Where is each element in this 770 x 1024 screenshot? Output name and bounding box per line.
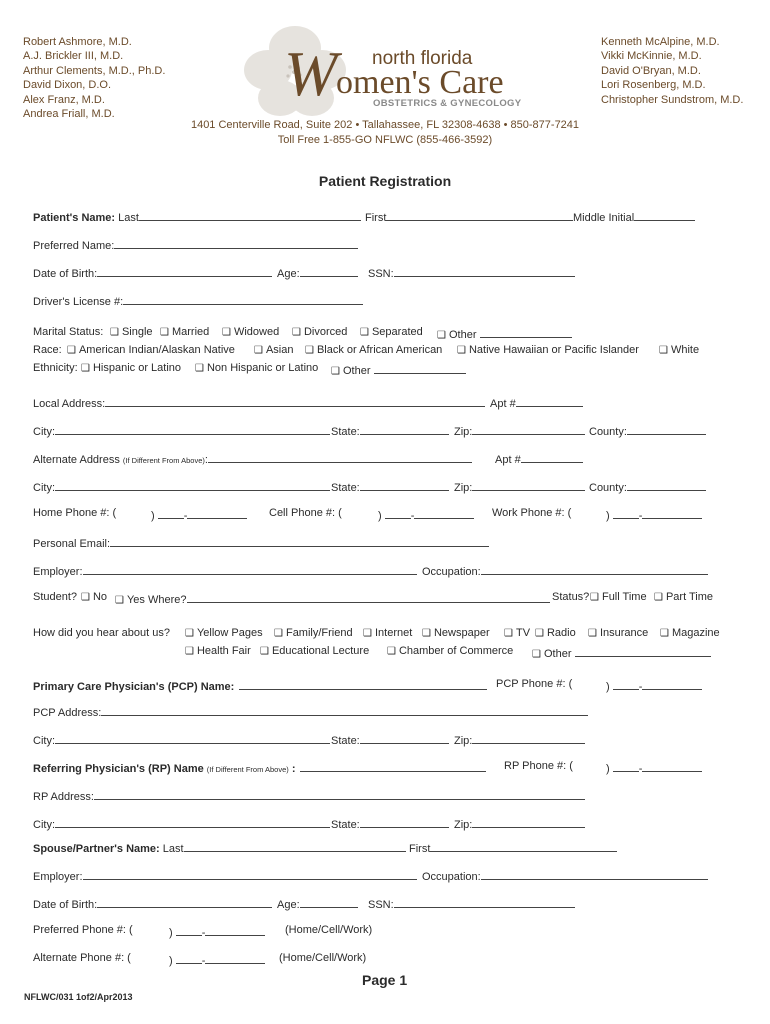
checkbox-icon[interactable]: ❑: [654, 592, 663, 603]
state-field[interactable]: [360, 479, 449, 491]
pcp-name-label: Primary Care Physician's (PCP) Name:: [33, 681, 235, 693]
drivers-license-field[interactable]: [123, 293, 363, 305]
race-label: Race:: [33, 344, 62, 356]
checkbox-icon[interactable]: ❑: [363, 628, 372, 639]
apt-label: Apt #: [495, 454, 521, 466]
checkbox-icon[interactable]: ❑: [504, 628, 513, 639]
checkbox-icon[interactable]: ❑: [260, 646, 269, 657]
employer-field[interactable]: [83, 868, 417, 880]
logo-subtitle: OBSTETRICS & GYNECOLOGY: [373, 98, 522, 109]
rp-name-label: Referring Physician's (RP) Name: [33, 763, 204, 775]
preferred-phone-line-field[interactable]: [205, 924, 265, 936]
preferred-name-label: Preferred Name:: [33, 240, 115, 252]
race-option[interactable]: ❑ White: [659, 344, 700, 356]
home-phone-prefix-field[interactable]: [158, 507, 184, 519]
age-label: Age:: [277, 268, 300, 280]
county-label: County:: [589, 426, 627, 438]
alternate-address-field[interactable]: [208, 451, 472, 463]
marital-option[interactable]: ❑ Widowed: [222, 326, 280, 338]
ssn-label: SSN:: [368, 899, 394, 911]
zip-label: Zip:: [454, 735, 473, 747]
occupation-field[interactable]: [481, 563, 708, 575]
marital-option[interactable]: ❑ Divorced: [292, 326, 348, 338]
checkbox-icon[interactable]: ❑: [222, 327, 231, 338]
rp-phone-prefix-field[interactable]: [613, 760, 639, 772]
checkbox-icon[interactable]: ❑: [254, 345, 263, 356]
state-label: State:: [331, 482, 360, 494]
apt-field[interactable]: [521, 451, 583, 463]
logo-big-w: W: [284, 38, 338, 109]
full-time-option[interactable]: ❑ Full Time: [590, 591, 647, 603]
city-field[interactable]: [55, 816, 330, 828]
state-label: State:: [331, 735, 360, 747]
student-where-field[interactable]: [187, 591, 550, 603]
clinic-address: 1401 Centerville Road, Suite 202 • Tallahassee, FL 32308-4638 • 850-877-7241: [190, 119, 580, 131]
state-field[interactable]: [360, 423, 449, 435]
marital-option[interactable]: ❑ Separated: [360, 326, 423, 338]
last-label: Last: [118, 212, 139, 224]
dob-label: Date of Birth:: [33, 268, 98, 280]
heard-option[interactable]: ❑ Magazine: [660, 627, 720, 639]
part-time-option[interactable]: ❑ Part Time: [654, 591, 714, 603]
work-phone-label: Work Phone #: (: [492, 507, 572, 519]
marital-option[interactable]: ❑ Single: [110, 326, 153, 338]
occupation-label: Occupation:: [422, 566, 481, 578]
heard-option[interactable]: ❑ Health Fair: [185, 645, 251, 657]
ssn-label: SSN:: [368, 268, 394, 280]
pcp-phone-line-field[interactable]: [642, 678, 702, 690]
student-no-option[interactable]: ❑ No: [81, 591, 108, 603]
checkbox-icon[interactable]: ❑: [360, 327, 369, 338]
checkbox-icon[interactable]: ❑: [195, 363, 204, 374]
checkbox-icon[interactable]: ❑: [67, 345, 76, 356]
heard-option[interactable]: ❑ Insurance: [588, 627, 649, 639]
alternate-phone-prefix-field[interactable]: [176, 952, 202, 964]
first-label: First: [365, 212, 387, 224]
city-field[interactable]: [55, 732, 330, 744]
heard-option[interactable]: ❑ TV: [504, 627, 531, 639]
heard-option[interactable]: ❑ Other: [532, 645, 711, 660]
occupation-label: Occupation:: [422, 871, 481, 883]
checkbox-icon[interactable]: ❑: [160, 327, 169, 338]
alternate-phone-line-field[interactable]: [205, 952, 265, 964]
student-yes-option[interactable]: ❑ Yes Where?: [115, 591, 550, 606]
rp-name-field[interactable]: [300, 760, 486, 772]
how-heard-label: How did you hear about us?: [33, 627, 170, 639]
marital-option[interactable]: ❑ Married: [160, 326, 210, 338]
checkbox-icon[interactable]: ❑: [437, 330, 446, 341]
age-field[interactable]: [300, 265, 358, 277]
first-label: First: [409, 843, 431, 855]
checkbox-icon[interactable]: ❑: [457, 345, 466, 356]
rp-phone-line-field[interactable]: [642, 760, 702, 772]
phone-type-note: (Home/Cell/Work): [285, 924, 373, 936]
last-name-field[interactable]: [139, 209, 361, 221]
email-field[interactable]: [110, 535, 489, 547]
doctor-name: David Dixon, D.O.: [23, 79, 112, 92]
checkbox-icon[interactable]: ❑: [115, 595, 124, 606]
patient-name-label: Patient's Name:: [33, 212, 116, 224]
checkbox-icon[interactable]: ❑: [331, 366, 340, 377]
work-phone-prefix-field[interactable]: [613, 507, 639, 519]
apt-label: Apt #: [490, 398, 516, 410]
first-name-field[interactable]: [386, 209, 573, 221]
county-field[interactable]: [627, 479, 706, 491]
doctor-name: Kenneth McAlpine, M.D.: [601, 36, 720, 48]
dob-field[interactable]: [97, 265, 272, 277]
race-option[interactable]: ❑ Native Hawaiian or Pacific Islander: [457, 344, 639, 356]
middle-initial-label: Middle Initial: [573, 212, 635, 224]
race-option[interactable]: ❑ Asian: [254, 344, 294, 356]
if-different-note: (If Different From Above): [122, 456, 205, 465]
checkbox-icon[interactable]: ❑: [274, 628, 283, 639]
doctor-name: Arthur Clements, M.D., Ph.D.: [23, 64, 166, 77]
checkbox-icon[interactable]: ❑: [532, 649, 541, 660]
state-field[interactable]: [360, 816, 449, 828]
heard-option[interactable]: ❑ Educational Lecture: [260, 645, 370, 657]
spouse-first-field[interactable]: [430, 840, 617, 852]
county-label: County:: [589, 482, 627, 494]
marital-label: Marital Status:: [33, 326, 104, 338]
if-different-note: (If Different From Above): [206, 765, 289, 774]
ethnicity-other-field[interactable]: [374, 362, 466, 374]
ethnicity-option[interactable]: ❑ Other: [331, 362, 466, 377]
state-field[interactable]: [360, 732, 449, 744]
city-field[interactable]: [55, 479, 330, 491]
doctor-name: David O'Bryan, M.D.: [601, 64, 701, 77]
marital-option[interactable]: ❑ Other: [437, 326, 572, 341]
marital-other-field[interactable]: [480, 326, 572, 338]
zip-field[interactable]: [472, 423, 585, 435]
rp-address-field[interactable]: [94, 788, 585, 800]
state-label: State:: [331, 819, 360, 831]
pcp-phone-prefix-field[interactable]: [613, 678, 639, 690]
form-id: NFLWC/031 1of2/Apr2013: [24, 992, 133, 1002]
city-label: City:: [33, 735, 55, 747]
zip-field[interactable]: [472, 479, 585, 491]
home-phone-label: Home Phone #: (: [33, 507, 117, 519]
age-field[interactable]: [300, 896, 358, 908]
middle-initial-field[interactable]: [634, 209, 695, 221]
clinic-logo: [240, 20, 540, 120]
employer-label: Employer:: [33, 871, 83, 883]
doctor-name: Andrea Friall, M.D.: [23, 108, 115, 121]
race-option[interactable]: ❑ Black or African American: [305, 344, 443, 356]
heard-option[interactable]: ❑ Yellow Pages: [185, 627, 263, 639]
ssn-field[interactable]: [394, 896, 575, 908]
checkbox-icon[interactable]: ❑: [590, 592, 599, 603]
page-number: Page 1: [362, 972, 408, 988]
preferred-phone-prefix-field[interactable]: [176, 924, 202, 936]
heard-option[interactable]: ❑ Family/Friend: [274, 627, 353, 639]
doctor-name: Christopher Sundstrom, M.D.: [601, 93, 744, 106]
phone-type-note: (Home/Cell/Work): [279, 952, 367, 964]
heard-option[interactable]: ❑ Chamber of Commerce: [387, 645, 514, 657]
zip-field[interactable]: [472, 732, 585, 744]
right-doctor-list: [601, 35, 743, 107]
city-label: City:: [33, 819, 55, 831]
doctor-name: Lori Rosenberg, M.D.: [601, 79, 706, 92]
checkbox-icon[interactable]: ❑: [422, 628, 431, 639]
pcp-name-field[interactable]: [239, 678, 487, 690]
age-label: Age:: [277, 899, 300, 911]
cell-phone-line-field[interactable]: [414, 507, 474, 519]
drivers-license-label: Driver's License #:: [33, 296, 124, 308]
work-phone-line-field[interactable]: [642, 507, 702, 519]
heard-option[interactable]: ❑ Radio: [535, 627, 576, 639]
cell-phone-label: Cell Phone #: (: [269, 507, 342, 519]
zip-label: Zip:: [454, 482, 473, 494]
heard-option[interactable]: ❑ Newspaper: [422, 627, 490, 639]
alternate-address-label: Alternate Address: [33, 454, 120, 466]
doctor-name: Vikki McKinnie, M.D.: [601, 50, 702, 63]
doctor-name: A.J. Brickler III, M.D.: [23, 50, 124, 63]
checkbox-icon[interactable]: ❑: [659, 345, 668, 356]
rp-phone-label: RP Phone #: (: [504, 760, 573, 772]
checkbox-icon[interactable]: ❑: [660, 628, 669, 639]
logo-big-text: omen's Care: [336, 64, 504, 101]
ethnicity-option[interactable]: ❑ Non Hispanic or Latino: [195, 362, 319, 374]
left-doctor-list: [23, 35, 165, 121]
last-label: Last: [162, 843, 184, 855]
ethnicity-label: Ethnicity:: [33, 362, 78, 374]
employer-field[interactable]: [83, 563, 417, 575]
rp-address-label: RP Address:: [33, 791, 94, 803]
checkbox-icon[interactable]: ❑: [535, 628, 544, 639]
home-phone-line-field[interactable]: [187, 507, 247, 519]
checkbox-icon[interactable]: ❑: [305, 345, 314, 356]
heard-other-field[interactable]: [575, 645, 711, 657]
status-label: Status?: [552, 591, 590, 603]
employer-label: Employer:: [33, 566, 83, 578]
apt-field[interactable]: [516, 395, 583, 407]
clinic-phone: Toll Free 1-855-GO NFLWC (855-466-3592): [277, 134, 493, 146]
race-option[interactable]: ❑ American Indian/Alaskan Native: [67, 344, 235, 356]
preferred-name-field[interactable]: [114, 237, 358, 249]
spouse-last-field[interactable]: [184, 840, 406, 852]
county-field[interactable]: [627, 423, 706, 435]
zip-label: Zip:: [454, 819, 473, 831]
preferred-phone-label: Preferred Phone #: (: [33, 924, 133, 936]
checkbox-icon[interactable]: ❑: [81, 592, 90, 603]
local-address-field[interactable]: [105, 395, 485, 407]
pcp-address-field[interactable]: [101, 704, 588, 716]
form-title: Patient Registration: [318, 173, 452, 189]
pcp-phone-label: PCP Phone #: (: [496, 678, 573, 690]
dob-label: Date of Birth:: [33, 899, 98, 911]
city-label: City:: [33, 482, 55, 494]
checkbox-icon[interactable]: ❑: [292, 327, 301, 338]
ssn-field[interactable]: [394, 265, 575, 277]
checkbox-icon[interactable]: ❑: [81, 363, 90, 374]
city-label: City:: [33, 426, 55, 438]
dob-field[interactable]: [97, 896, 272, 908]
zip-label: Zip:: [454, 426, 473, 438]
zip-field[interactable]: [472, 816, 585, 828]
checkbox-icon[interactable]: ❑: [387, 646, 396, 657]
checkbox-icon[interactable]: ❑: [185, 646, 194, 657]
doctor-name: Alex Franz, M.D.: [23, 93, 105, 106]
logo-small-text: north florida: [372, 48, 473, 69]
email-label: Personal Email:: [33, 538, 111, 550]
pcp-address-label: PCP Address:: [33, 707, 102, 719]
heard-option[interactable]: ❑ Internet: [363, 627, 413, 639]
city-field[interactable]: [55, 423, 330, 435]
cell-phone-prefix-field[interactable]: [385, 507, 411, 519]
student-label: Student?: [33, 591, 78, 603]
checkbox-icon[interactable]: ❑: [588, 628, 597, 639]
doctor-name: Robert Ashmore, M.D.: [23, 36, 132, 48]
occupation-field[interactable]: [481, 868, 708, 880]
ethnicity-option[interactable]: ❑ Hispanic or Latino: [81, 362, 182, 374]
spouse-name-label: Spouse/Partner's Name:: [33, 843, 160, 855]
alternate-phone-label: Alternate Phone #: (: [33, 952, 131, 964]
checkbox-icon[interactable]: ❑: [110, 327, 119, 338]
checkbox-icon[interactable]: ❑: [185, 628, 194, 639]
local-address-label: Local Address:: [33, 398, 106, 410]
state-label: State:: [331, 426, 360, 438]
